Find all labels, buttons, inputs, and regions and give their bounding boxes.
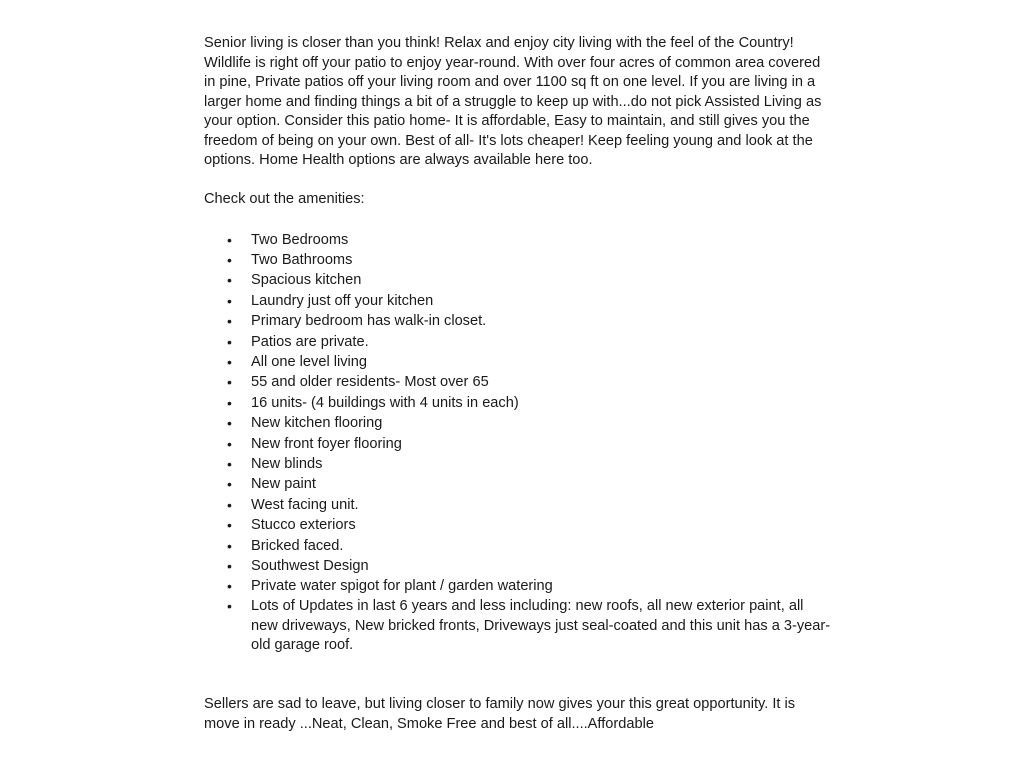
intro-paragraph: Senior living is closer than you think! Relax and enjoy city living with the feel of the Country! Wildlife is right off your patio to enjoy year-round. With over four acres of common area covered in pine, Private patios off your living room and over 1100 sq ft on one level. If you are living in a larger home and finding things a bit of a struggle to keep up with...do not pick Assisted Living as your option. Consider this patio home- It is affordable, Easy to maintain, and still gives you the freedom of being on your own. Best of all- It's lots cheaper! Keep feeling young and look at the options. Home Health options are always available here too. (204, 35, 822, 168)
amenity-item (204, 536, 834, 556)
bullet-icon: • (227, 597, 232, 614)
amenity-item (204, 474, 834, 494)
amenity-text: Private water spigot for plant / garden watering (251, 578, 553, 595)
amenity-text: Southwest Design (251, 558, 369, 574)
amenity-text: Laundry just off your kitchen (251, 292, 434, 309)
amenity-item (204, 413, 834, 433)
bullet-icon: • (227, 353, 232, 370)
amenities-heading: Check out the amenities: (204, 191, 365, 207)
bullet-icon: • (227, 435, 232, 452)
amenity-text: All one level living (251, 353, 368, 370)
amenity-item (204, 270, 834, 290)
amenity-item (204, 352, 834, 372)
amenity-text: Spacious kitchen (251, 272, 362, 289)
amenity-item (204, 332, 834, 352)
amenity-item (204, 454, 834, 474)
document-page (204, 34, 834, 734)
bullet-icon: • (227, 333, 232, 350)
bullet-icon: • (227, 455, 232, 472)
bullet-icon: • (227, 292, 232, 309)
amenity-item (204, 576, 834, 596)
amenities-list (204, 230, 834, 657)
amenity-text: New front foyer flooring (251, 435, 402, 452)
bullet-icon: • (227, 251, 232, 268)
amenity-text: 16 units- (4 buildings with 4 units in each) (251, 394, 519, 411)
amenity-item (204, 515, 834, 535)
bullet-icon: • (227, 394, 232, 411)
closing-paragraph: Sellers are sad to leave, but living closer to family now gives your this great opportunity. It is move in ready ...Neat, Clean, Smoke Free and best of all....Affordable (204, 696, 796, 732)
bullet-icon: • (227, 496, 232, 513)
amenity-text: West facing unit. (251, 496, 359, 513)
amenity-text: Bricked faced. (251, 537, 344, 554)
bullet-icon: • (227, 272, 232, 289)
amenity-text: New kitchen flooring (251, 415, 383, 432)
amenity-item (204, 372, 834, 392)
amenity-item (204, 230, 834, 250)
bullet-icon: • (227, 517, 232, 534)
amenity-text: Two Bathrooms (251, 251, 353, 268)
amenity-text: New paint (251, 476, 316, 493)
bullet-icon: • (227, 231, 232, 248)
amenity-text: 55 and older residents- Most over 65 (251, 374, 489, 391)
amenity-item (204, 434, 834, 454)
amenity-item (204, 495, 834, 515)
amenity-text: Lots of Updates in last 6 years and less including: new roofs, all new exterior paint, all new driveways, New bricked fronts, Driveways just seal-coated and this unit has a 3-year-old garage roof. (251, 597, 831, 654)
bullet-icon: • (227, 374, 232, 391)
bullet-icon: • (227, 578, 232, 595)
amenity-text: New blinds (251, 455, 323, 472)
bullet-icon: • (227, 537, 232, 554)
amenity-item (204, 311, 834, 331)
amenity-item (204, 250, 834, 270)
amenity-item (204, 291, 834, 311)
amenity-item (204, 556, 834, 576)
amenity-item (204, 597, 834, 656)
amenity-text: Two Bedrooms (251, 231, 349, 248)
amenity-text: Stucco exteriors (251, 517, 356, 534)
bullet-icon: • (227, 415, 232, 432)
amenity-text: Patios are private. (251, 333, 369, 350)
bullet-icon: • (227, 313, 232, 330)
bullet-icon: • (227, 476, 232, 493)
bullet-icon: • (227, 558, 232, 574)
amenity-text: Primary bedroom has walk-in closet. (251, 313, 487, 330)
amenity-item (204, 393, 834, 413)
